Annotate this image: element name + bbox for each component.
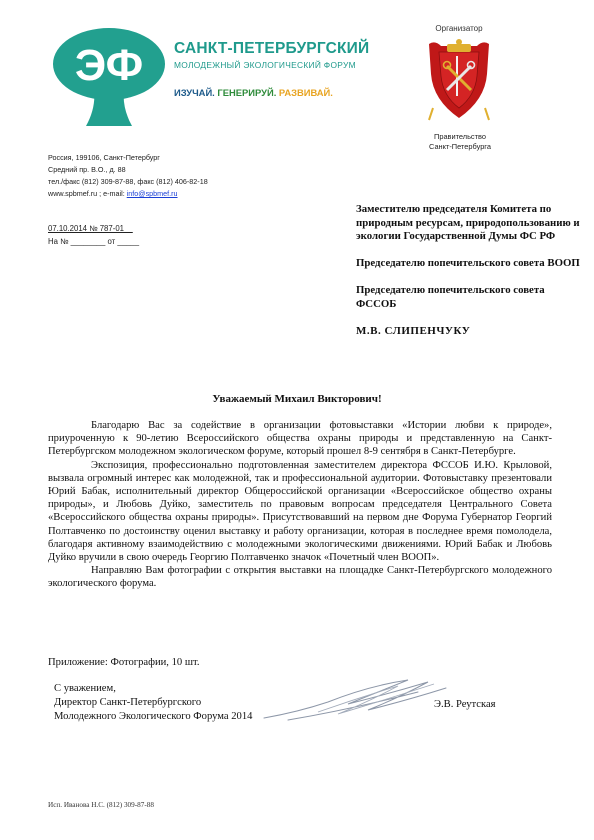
logo-letters: ЭФ <box>74 41 144 90</box>
letter-body <box>48 419 552 591</box>
body-paragraph-1: Благодарю Вас за содействие в организации фотовыставки «Истории любви к природе», приуроченную к 90-летию Всероссийского общества охраны природы и представленную на Санкт-Петербургском молодежном экологическом форуме, который прошел 8-9 сентября в Санкт-Петербурге. <box>48 420 552 458</box>
closing-regards: С уважением, <box>54 683 116 694</box>
brand-title: САНКТ-ПЕТЕРБУРГСКИЙ <box>174 40 370 57</box>
slogan-word-1: ИЗУЧАЙ. <box>174 87 215 98</box>
body-paragraph-2: Экспозиция, профессионально подготовленная заместителем директора ФССОБ И.Ю. Крыловой, вызвала огромный интерес как молодежной, так и профессиональной аудитории. Фотовыставку презентовали Юрий Бабак, исполнительный директор Общероссийской организации «Всероссийское общество охраны природы», и Любовь Дуйко, заместитель по правовым вопросам председателя Центрального Совета «Всероссийского общества охраны природы». Присутствовавший на первом дне Форума Губернатор Георгий Полтавченко по достоинству оценил выставку и работу организации, которая в последнее время помолодела, благодаря активному взаимодействию с молодежными экологическими движениями. Юрий Бабак и Любовь Дуйко вручили в свою очередь Георгию Полтавченко значок «Почетный член ВООП». <box>48 459 552 564</box>
closing-block <box>54 682 252 725</box>
closing-title-1: Директор Санкт-Петербургского <box>54 697 202 709</box>
body-paragraph-3: Направляю Вам фотографии с открытия выставки на площадке Санкт-Петербургского молодежного экологического форума. <box>48 565 552 590</box>
greeting: Уважаемый Михаил Викторович! <box>212 393 382 405</box>
slogan-word-3: РАЗВИВАЙ. <box>278 87 333 98</box>
executor-note: Исп. Иванова Н.С. (812) 309-87-88 <box>48 801 154 809</box>
outgoing-number: 07.10.2014 № 787-01__ <box>48 224 133 233</box>
signer-name: Э.В. Реутская <box>434 699 496 710</box>
forum-logo-icon <box>50 24 168 132</box>
email-link[interactable]: info@spbmef.ru <box>126 189 178 198</box>
address-web <box>48 188 208 200</box>
address-line-2: Средний пр. В.О., д. 88 <box>48 165 126 174</box>
slogan-word-2: ГЕНЕРИРУЙ. <box>217 87 277 98</box>
address-line-1: Россия, 199106, Санкт-Петербург <box>48 153 160 162</box>
address-site: www.spbmef.ru ; e-mail: <box>48 189 127 198</box>
saint-petersburg-coat-of-arms-icon <box>425 38 493 122</box>
organizer-government <box>410 132 510 151</box>
attachment-note: Приложение: Фотографии, 10 шт. <box>48 657 200 668</box>
addressee-position-2: Председателю попечительского совета ВООП <box>356 257 580 269</box>
incoming-reference: На № ________ от _____ <box>48 237 140 246</box>
reference-block <box>48 222 139 248</box>
brand-subtitle: МОЛОДЕЖНЫЙ ЭКОЛОГИЧЕСКИЙ ФОРУМ <box>174 60 356 70</box>
slogan <box>174 87 333 98</box>
organizer-label: Организатор <box>435 24 483 33</box>
sender-address <box>48 152 208 200</box>
handwritten-signature <box>258 672 458 728</box>
organizer-gov-line1: Правительство <box>434 132 486 141</box>
addressee-position-1: Заместителю председателя Комитета по природным ресурсам, природопользованию и экологии Государственной Думы ФС РФ <box>356 203 580 242</box>
organizer-gov-line2: Санкт-Петербурга <box>429 141 491 151</box>
addressee-block <box>356 203 586 352</box>
addressee-name: М.В. СЛИПЕНЧУКУ <box>356 324 471 337</box>
address-phone: тел./факс (812) 309-87-88, факс (812) 406-82-18 <box>48 177 208 186</box>
closing-title-2: Молодежного Экологического Форума 2014 <box>54 711 253 723</box>
addressee-position-3: Председателю попечительского совета ФССОБ <box>356 284 545 310</box>
